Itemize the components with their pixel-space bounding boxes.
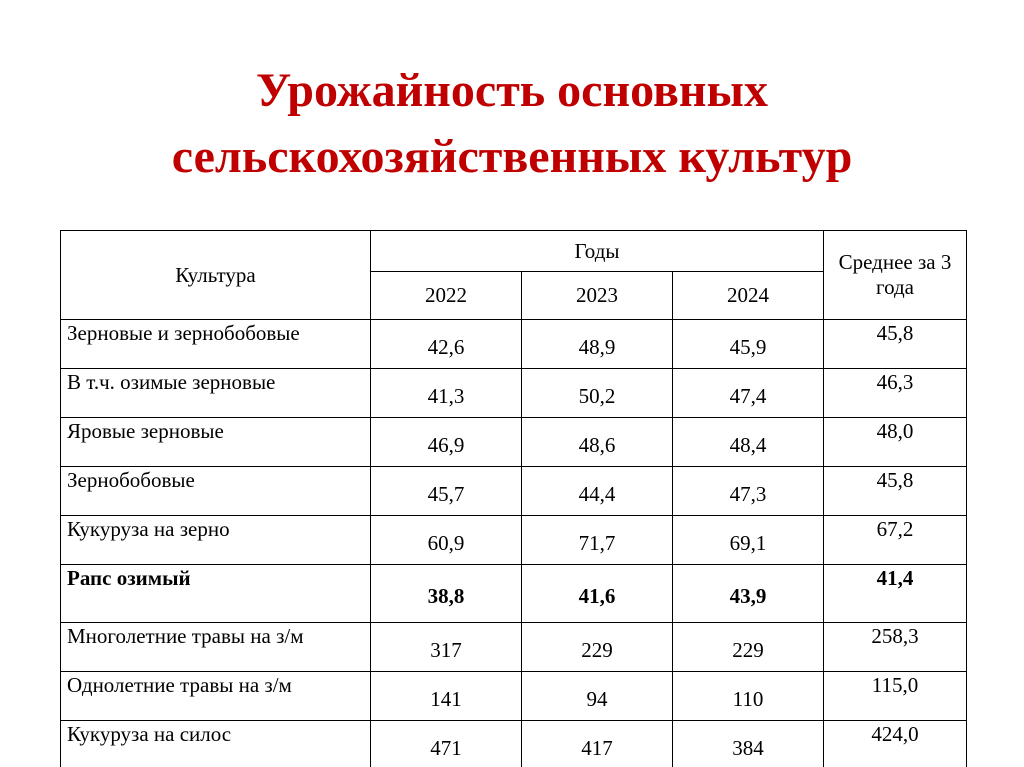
table-row-highlighted [61, 565, 967, 623]
value-2023: 44,4 [522, 467, 673, 516]
value-average: 258,3 [824, 623, 967, 672]
value-2024: 384 [673, 721, 824, 767]
header-culture: Культура [61, 231, 371, 320]
header-year-2022: 2022 [371, 272, 522, 320]
header-years-group: Годы [371, 231, 824, 272]
value-2023: 48,9 [522, 320, 673, 369]
culture-name: Однолетние травы на з/м [61, 672, 371, 721]
value-2022: 45,7 [371, 467, 522, 516]
table-row [61, 672, 967, 721]
value-2023: 229 [522, 623, 673, 672]
value-2023: 417 [522, 721, 673, 767]
culture-name: Кукуруза на силос [61, 721, 371, 767]
header-year-2023: 2023 [522, 272, 673, 320]
yield-table [60, 230, 967, 767]
table-row [61, 418, 967, 467]
page-title-line-1: Урожайность основных [256, 64, 768, 117]
value-2022: 42,6 [371, 320, 522, 369]
value-2024: 47,4 [673, 369, 824, 418]
table-row [61, 516, 967, 565]
value-2023: 50,2 [522, 369, 673, 418]
table-header-row [61, 231, 967, 272]
value-2023: 94 [522, 672, 673, 721]
value-average: 115,0 [824, 672, 967, 721]
value-average: 46,3 [824, 369, 967, 418]
value-2024: 48,4 [673, 418, 824, 467]
table-row [61, 467, 967, 516]
page-title [0, 58, 1024, 190]
value-2022: 46,9 [371, 418, 522, 467]
value-2024: 43,9 [673, 565, 824, 623]
value-average: 67,2 [824, 516, 967, 565]
value-2022: 38,8 [371, 565, 522, 623]
value-2022: 317 [371, 623, 522, 672]
value-2024: 110 [673, 672, 824, 721]
culture-name: В т.ч. озимые зерновые [61, 369, 371, 418]
value-2022: 60,9 [371, 516, 522, 565]
table-row [61, 320, 967, 369]
value-average: 424,0 [824, 721, 967, 767]
value-2024: 229 [673, 623, 824, 672]
header-average: Среднее за 3 года [824, 231, 967, 320]
table-row [61, 721, 967, 767]
page-title-line-2: сельскохозяйственных культур [171, 130, 853, 183]
culture-name: Многолетние травы на з/м [61, 623, 371, 672]
value-2024: 69,1 [673, 516, 824, 565]
culture-name: Зерновые и зернобобовые [61, 320, 371, 369]
value-2022: 471 [371, 721, 522, 767]
value-2023: 41,6 [522, 565, 673, 623]
value-2023: 48,6 [522, 418, 673, 467]
value-2024: 47,3 [673, 467, 824, 516]
culture-name: Рапс озимый [61, 565, 371, 623]
value-average: 45,8 [824, 320, 967, 369]
value-average: 48,0 [824, 418, 967, 467]
culture-name: Кукуруза на зерно [61, 516, 371, 565]
culture-name: Зернобобовые [61, 467, 371, 516]
table-row [61, 623, 967, 672]
value-2022: 41,3 [371, 369, 522, 418]
value-2022: 141 [371, 672, 522, 721]
culture-name: Яровые зерновые [61, 418, 371, 467]
value-average: 45,8 [824, 467, 967, 516]
value-2024: 45,9 [673, 320, 824, 369]
table-row [61, 369, 967, 418]
value-2023: 71,7 [522, 516, 673, 565]
header-year-2024: 2024 [673, 272, 824, 320]
value-average: 41,4 [824, 565, 967, 623]
